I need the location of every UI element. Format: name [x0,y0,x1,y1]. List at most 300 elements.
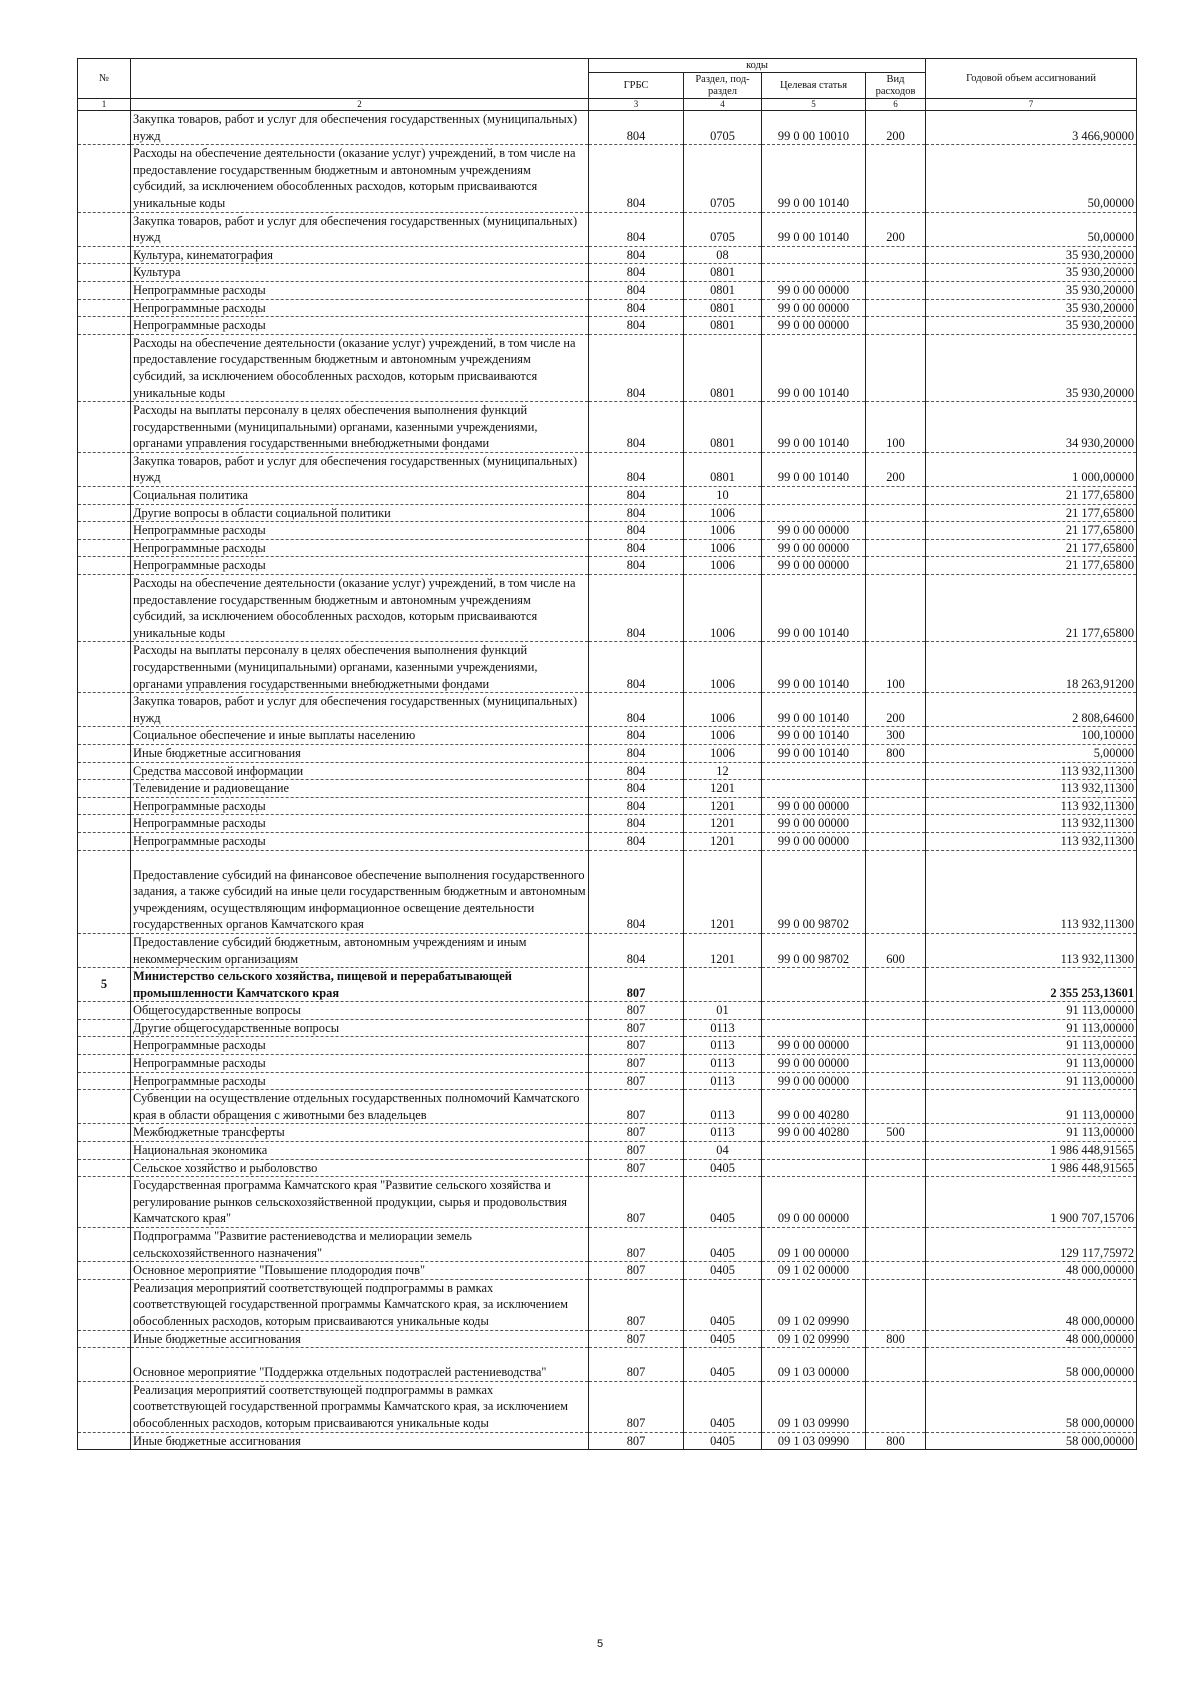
row-number [78,1002,131,1020]
row-number [78,1142,131,1160]
row-name: Непрограммные расходы [131,281,589,299]
row-razdel: 1201 [684,832,762,850]
table-row [78,642,1137,693]
table-row [78,1262,1137,1280]
table-row [78,1381,1137,1432]
table-row [78,145,1137,212]
row-name: Расходы на обеспечение деятельности (оказание услуг) учреждений, в том числе на предоставление государственным бюджетным и автономным учреждениям субсидий, за исключением обособленных расходов, которым присваиваются уникальные коды [131,145,589,212]
row-name: Непрограммные расходы [131,557,589,575]
row-razdel: 1201 [684,933,762,967]
row-vid [866,1090,926,1124]
row-target [762,1002,866,1020]
row-number [78,780,131,798]
row-amount: 2 808,64600 [926,693,1137,727]
row-number [78,522,131,540]
row-vid [866,1228,926,1262]
row-vid [866,968,926,1002]
table-row [78,815,1137,833]
row-number [78,1279,131,1330]
row-amount: 100,10000 [926,727,1137,745]
row-number [78,797,131,815]
row-target: 99 0 00 00000 [762,317,866,335]
row-vid [866,780,926,798]
row-razdel: 1006 [684,642,762,693]
row-target: 09 1 00 00000 [762,1228,866,1262]
header-index: 1 [78,99,131,111]
row-name: Государственная программа Камчатского края "Развитие сельского хозяйства и регулирование рынков сельскохозяйственной продукции, сырья и продовольствия Камчатского края" [131,1177,589,1228]
row-target: 99 0 00 10140 [762,575,866,642]
row-razdel: 0113 [684,1090,762,1124]
row-grbs: 804 [589,575,684,642]
page-number: 5 [596,1638,604,1650]
row-vid [866,334,926,401]
row-amount: 21 177,65800 [926,575,1137,642]
row-grbs: 804 [589,762,684,780]
row-target: 99 0 00 40280 [762,1090,866,1124]
row-number [78,693,131,727]
row-amount: 113 932,11300 [926,762,1137,780]
row-grbs: 804 [589,281,684,299]
row-name: Культура, кинематография [131,246,589,264]
row-name: Основное мероприятие "Повышение плодородия почв" [131,1262,589,1280]
row-grbs: 807 [589,1037,684,1055]
row-vid [866,1279,926,1330]
row-grbs: 807 [589,1262,684,1280]
row-amount: 91 113,00000 [926,1037,1137,1055]
row-razdel: 0113 [684,1124,762,1142]
row-target [762,1142,866,1160]
row-target [762,264,866,282]
row-target: 09 1 02 09990 [762,1330,866,1348]
row-razdel: 0405 [684,1279,762,1330]
row-name: Непрограммные расходы [131,522,589,540]
row-grbs: 807 [589,1330,684,1348]
row-name: Социальное обеспечение и иные выплаты населению [131,727,589,745]
row-razdel: 0113 [684,1019,762,1037]
row-vid [866,815,926,833]
row-grbs: 804 [589,727,684,745]
row-number [78,557,131,575]
row-vid [866,1142,926,1160]
row-razdel: 1006 [684,539,762,557]
row-razdel: 0405 [684,1262,762,1280]
row-name: Межбюджетные трансферты [131,1124,589,1142]
row-name: Расходы на выплаты персоналу в целях обеспечения выполнения функций государственными (муниципальными) органами, казенными учреждениями, органами управления государственными внебюджетными фондами [131,642,589,693]
budget-table-sheet [77,58,1136,1450]
table-row [78,557,1137,575]
row-vid: 100 [866,402,926,453]
row-target: 99 0 00 00000 [762,797,866,815]
row-vid [866,487,926,505]
table-row [78,522,1137,540]
row-vid: 600 [866,933,926,967]
row-name: Непрограммные расходы [131,317,589,335]
row-number [78,744,131,762]
row-name: Министерство сельского хозяйства, пищевой и перерабатывающей промышленности Камчатского края [131,968,589,1002]
row-amount: 48 000,00000 [926,1279,1137,1330]
row-razdel: 08 [684,246,762,264]
row-razdel: 1006 [684,693,762,727]
row-vid: 200 [866,212,926,246]
row-name: Субвенции на осуществление отдельных государственных полномочий Камчатского края в области обращения с животными без владельцев [131,1090,589,1124]
row-vid [866,762,926,780]
row-vid: 800 [866,1432,926,1450]
row-vid: 800 [866,744,926,762]
header-index: 2 [131,99,589,111]
row-amount: 58 000,00000 [926,1432,1137,1450]
row-razdel: 1006 [684,727,762,745]
row-amount: 48 000,00000 [926,1330,1137,1348]
row-name: Непрограммные расходы [131,832,589,850]
row-amount: 2 355 253,13601 [926,968,1137,1002]
row-amount: 3 466,90000 [926,111,1137,145]
table-row [78,1159,1137,1177]
row-target: 99 0 00 00000 [762,815,866,833]
row-vid [866,1019,926,1037]
row-number [78,1348,131,1382]
row-grbs: 804 [589,832,684,850]
table-row [78,299,1137,317]
row-number [78,504,131,522]
row-vid: 200 [866,111,926,145]
row-number [78,933,131,967]
row-name: Закупка товаров, работ и услуг для обеспечения государственных (муниципальных) нужд [131,452,589,486]
row-number [78,111,131,145]
row-target: 99 0 00 10140 [762,452,866,486]
row-name: Непрограммные расходы [131,299,589,317]
row-amount: 50,00000 [926,212,1137,246]
row-grbs: 807 [589,1279,684,1330]
header-amount: Годовой объем ассигнований [926,59,1137,99]
row-name: Расходы на выплаты персоналу в целях обеспечения выполнения функций государственными (муниципальными) органами, казенными учреждениями, органами управления государственными внебюджетными фондами [131,402,589,453]
row-name: Непрограммные расходы [131,1037,589,1055]
row-target: 99 0 00 40280 [762,1124,866,1142]
row-grbs: 807 [589,1090,684,1124]
table-row [78,933,1137,967]
table-row [78,1072,1137,1090]
row-vid [866,1348,926,1382]
row-grbs: 804 [589,693,684,727]
row-name: Другие общегосударственные вопросы [131,1019,589,1037]
row-vid [866,522,926,540]
row-razdel: 0801 [684,334,762,401]
row-name: Расходы на обеспечение деятельности (оказание услуг) учреждений, в том числе на предоставление государственным бюджетным и автономным учреждениям субсидий, за исключением обособленных расходов, которым присваиваются уникальные коды [131,334,589,401]
table-row [78,1279,1137,1330]
row-vid [866,1262,926,1280]
row-grbs: 807 [589,1432,684,1450]
table-row [78,693,1137,727]
row-grbs: 804 [589,246,684,264]
row-target [762,1019,866,1037]
row-amount: 21 177,65800 [926,522,1137,540]
row-name: Телевидение и радиовещание [131,780,589,798]
row-amount: 18 263,91200 [926,642,1137,693]
row-vid [866,1072,926,1090]
row-vid [866,557,926,575]
row-number [78,850,131,933]
row-name: Национальная экономика [131,1142,589,1160]
row-vid [866,539,926,557]
table-row [78,487,1137,505]
row-number [78,1124,131,1142]
budget-table [77,58,1137,1450]
row-vid [866,575,926,642]
row-razdel: 0405 [684,1348,762,1382]
table-row [78,1142,1137,1160]
row-amount: 1 900 707,15706 [926,1177,1137,1228]
row-razdel: 0405 [684,1330,762,1348]
table-row [78,1019,1137,1037]
row-target: 99 0 00 98702 [762,933,866,967]
row-target: 99 0 00 00000 [762,281,866,299]
header-name [131,59,589,99]
header-index: 6 [866,99,926,111]
row-name: Закупка товаров, работ и услуг для обеспечения государственных (муниципальных) нужд [131,693,589,727]
table-row [78,727,1137,745]
row-grbs: 807 [589,1002,684,1020]
row-amount: 1 986 448,91565 [926,1142,1137,1160]
row-razdel: 0113 [684,1072,762,1090]
row-amount: 58 000,00000 [926,1348,1137,1382]
row-grbs: 804 [589,850,684,933]
row-amount: 91 113,00000 [926,1002,1137,1020]
row-target: 09 1 03 00000 [762,1348,866,1382]
table-row [78,850,1137,933]
header-num: № [78,59,131,99]
row-grbs: 807 [589,1124,684,1142]
row-grbs: 804 [589,487,684,505]
row-name: Закупка товаров, работ и услуг для обеспечения государственных (муниципальных) нужд [131,111,589,145]
row-grbs: 804 [589,334,684,401]
row-grbs: 804 [589,815,684,833]
table-row [78,539,1137,557]
row-amount: 1 986 448,91565 [926,1159,1137,1177]
row-target: 99 0 00 10140 [762,744,866,762]
row-number [78,264,131,282]
row-number [78,1159,131,1177]
row-grbs: 807 [589,1348,684,1382]
row-name: Предоставление субсидий на финансовое обеспечение выполнения государственного задания, а также субсидий на иные цели государственным бюджетным и автономным учреждениям, осуществляющим информационное освещение деятельности государственных органов Камчатского края [131,850,589,933]
table-row [78,1037,1137,1055]
table-row [78,246,1137,264]
row-razdel: 0113 [684,1037,762,1055]
row-number: 5 [78,968,131,1002]
table-row [78,317,1137,335]
row-number [78,1037,131,1055]
row-target [762,504,866,522]
row-number [78,727,131,745]
row-number [78,1330,131,1348]
row-razdel: 01 [684,1002,762,1020]
row-razdel: 0705 [684,145,762,212]
row-vid [866,145,926,212]
row-grbs: 807 [589,1381,684,1432]
row-number [78,1177,131,1228]
row-target [762,246,866,264]
row-target: 99 0 00 00000 [762,557,866,575]
table-row [78,762,1137,780]
row-amount: 34 930,20000 [926,402,1137,453]
row-grbs: 804 [589,317,684,335]
row-razdel: 0801 [684,264,762,282]
row-amount: 1 000,00000 [926,452,1137,486]
row-target: 99 0 00 10010 [762,111,866,145]
row-vid: 100 [866,642,926,693]
row-grbs: 804 [589,504,684,522]
table-row [78,575,1137,642]
table-row [78,780,1137,798]
row-grbs: 804 [589,264,684,282]
row-target [762,487,866,505]
row-number [78,815,131,833]
row-number [78,145,131,212]
row-grbs: 804 [589,111,684,145]
header-index: 4 [684,99,762,111]
row-grbs: 804 [589,145,684,212]
row-amount: 129 117,75972 [926,1228,1137,1262]
row-amount: 91 113,00000 [926,1124,1137,1142]
table-row [78,264,1137,282]
row-name: Расходы на обеспечение деятельности (оказание услуг) учреждений, в том числе на предоставление государственным бюджетным и автономным учреждениям субсидий, за исключением обособленных расходов, которым присваиваются уникальные коды [131,575,589,642]
row-grbs: 804 [589,797,684,815]
row-razdel: 1006 [684,744,762,762]
row-name: Другие вопросы в области социальной политики [131,504,589,522]
row-target: 99 0 00 10140 [762,145,866,212]
row-razdel: 0705 [684,111,762,145]
row-name: Основное мероприятие "Поддержка отдельных подотраслей растениеводства" [131,1348,589,1382]
row-target [762,1159,866,1177]
row-name: Общегосударственные вопросы [131,1002,589,1020]
row-amount: 48 000,00000 [926,1262,1137,1280]
row-target: 99 0 00 10140 [762,727,866,745]
row-number [78,539,131,557]
table-body [78,111,1137,1450]
row-number [78,642,131,693]
row-grbs: 804 [589,452,684,486]
table-row [78,452,1137,486]
row-grbs: 807 [589,1177,684,1228]
row-name: Средства массовой информации [131,762,589,780]
row-vid [866,1002,926,1020]
row-amount: 35 930,20000 [926,299,1137,317]
table-row [78,1177,1137,1228]
row-target: 99 0 00 00000 [762,1055,866,1073]
row-grbs: 807 [589,1159,684,1177]
row-grbs: 804 [589,933,684,967]
row-target: 09 1 03 09990 [762,1432,866,1450]
row-vid [866,1381,926,1432]
header-target: Целевая статья [762,73,866,99]
row-target: 99 0 00 10140 [762,642,866,693]
row-razdel: 0801 [684,402,762,453]
row-name: Сельское хозяйство и рыболовство [131,1159,589,1177]
row-razdel: 0113 [684,1055,762,1073]
table-row [78,402,1137,453]
row-razdel: 1006 [684,575,762,642]
table-row [78,797,1137,815]
table-header [78,59,1137,111]
row-amount: 58 000,00000 [926,1381,1137,1432]
row-razdel: 1006 [684,504,762,522]
row-number [78,281,131,299]
row-grbs: 807 [589,1228,684,1262]
row-name: Непрограммные расходы [131,1072,589,1090]
row-name: Культура [131,264,589,282]
header-index: 7 [926,99,1137,111]
row-target: 99 0 00 00000 [762,832,866,850]
row-razdel: 12 [684,762,762,780]
row-vid [866,317,926,335]
row-target: 99 0 00 00000 [762,299,866,317]
table-row [78,334,1137,401]
row-number [78,1019,131,1037]
row-vid: 800 [866,1330,926,1348]
header-grbs: ГРБС [589,73,684,99]
table-row [78,1348,1137,1382]
row-target: 99 0 00 98702 [762,850,866,933]
row-amount: 113 932,11300 [926,797,1137,815]
row-amount: 21 177,65800 [926,539,1137,557]
row-number [78,1072,131,1090]
row-grbs: 804 [589,402,684,453]
row-target: 99 0 00 10140 [762,334,866,401]
row-grbs: 804 [589,557,684,575]
row-vid [866,264,926,282]
row-vid: 300 [866,727,926,745]
row-amount: 35 930,20000 [926,246,1137,264]
row-amount: 35 930,20000 [926,281,1137,299]
row-vid [866,850,926,933]
row-amount: 91 113,00000 [926,1072,1137,1090]
table-row [78,504,1137,522]
row-razdel: 0405 [684,1381,762,1432]
header-vid: Вид расходов [866,73,926,99]
row-vid [866,1159,926,1177]
row-razdel: 1201 [684,850,762,933]
row-vid [866,832,926,850]
row-target: 09 1 03 09990 [762,1381,866,1432]
row-name: Непрограммные расходы [131,539,589,557]
row-number [78,575,131,642]
table-row [78,1228,1137,1262]
row-grbs: 804 [589,642,684,693]
row-razdel [684,968,762,1002]
row-target [762,780,866,798]
header-index: 5 [762,99,866,111]
row-amount: 35 930,20000 [926,317,1137,335]
row-amount: 113 932,11300 [926,832,1137,850]
row-target [762,968,866,1002]
table-row [78,1432,1137,1450]
row-razdel: 1006 [684,557,762,575]
row-name: Закупка товаров, работ и услуг для обеспечения государственных (муниципальных) нужд [131,212,589,246]
row-target: 99 0 00 00000 [762,522,866,540]
header-index: 3 [589,99,684,111]
row-number [78,334,131,401]
row-grbs: 807 [589,1072,684,1090]
row-amount: 21 177,65800 [926,557,1137,575]
row-target: 99 0 00 00000 [762,1072,866,1090]
row-vid [866,504,926,522]
row-vid [866,281,926,299]
table-row [78,212,1137,246]
row-name: Подпрограмма "Развитие растениеводства и мелиорации земель сельскохозяйственного назначения" [131,1228,589,1262]
row-grbs: 804 [589,299,684,317]
row-target: 09 1 02 09990 [762,1279,866,1330]
row-razdel: 0801 [684,452,762,486]
row-razdel: 1006 [684,522,762,540]
row-grbs: 804 [589,522,684,540]
